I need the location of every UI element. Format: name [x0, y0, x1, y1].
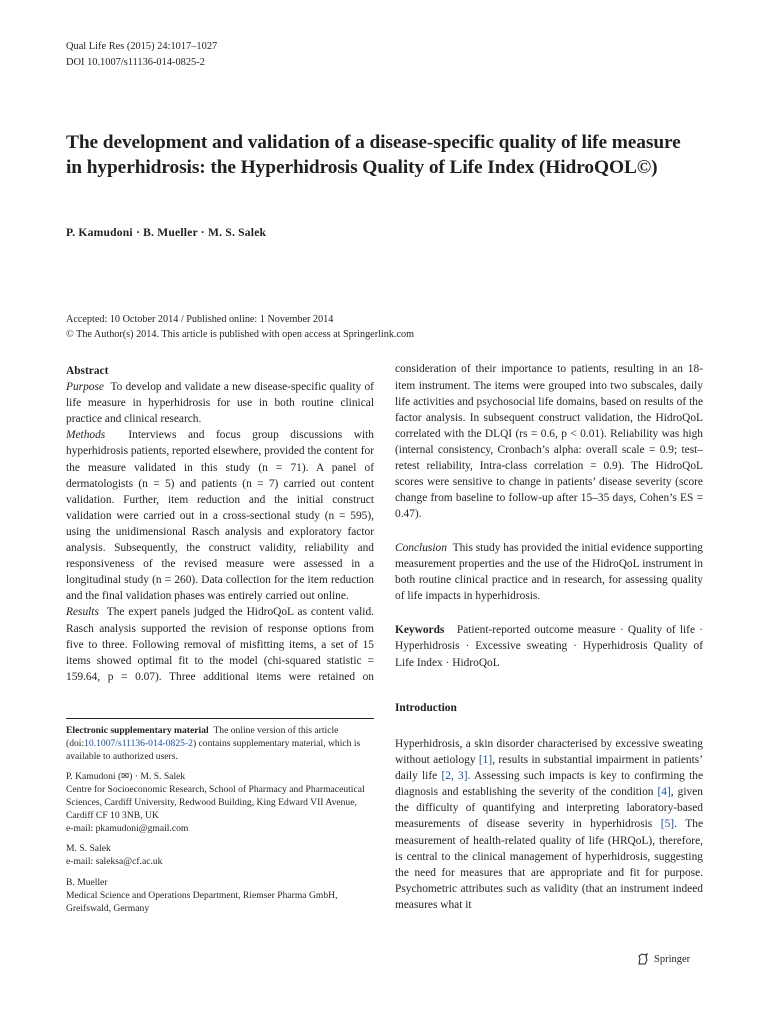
esm-label: Electronic supplementary material: [66, 725, 209, 736]
author-list: P. Kamudoni · B. Mueller · M. S. Salek: [66, 226, 267, 239]
methods-text: Interviews and focus group discussions with hyperhidrosis patients, reported elsewhere, provided the content for the measure validated in this study (n = 71). A panel of dermatologists (n = 5) and patients (n = 7) carried out content validation. Further, item reduction and the initial construct validation were carried out in a cross-sectional study (n = 595), using the unidimensional Rasch analysis and exploratory factor analysis. Subsequently, the construct validity, reliability and responsiveness of the revised measure were assessed in a longitudinal study (n = 260). Data collection for the item reduction and the final validation phases was entirely carried out online.: [66, 429, 375, 603]
article-title: The development and validation of a disease-specific quality of life measure in hyperhidrosis: the Hyperhidrosis Quality of Life Index (HidroQOL©): [66, 132, 681, 178]
abstract-left-column: [66, 363, 374, 686]
ref-link[interactable]: [2, 3]: [441, 770, 468, 783]
results-label: Results: [66, 606, 99, 619]
abstract-conclusion: [395, 540, 703, 604]
keywords: [395, 622, 703, 670]
keywords-label: Keywords: [395, 624, 445, 637]
abstract-methods: [66, 427, 374, 604]
ref-link[interactable]: [4]: [657, 786, 671, 799]
journal-header: [66, 39, 217, 70]
ref-link[interactable]: [1]: [478, 754, 493, 767]
conclusion-text: This study has provided the initial evidence supporting measurement properties and the use of the HidroQoL instrument in both routine clinical practice and in research, for assessing quality of life impacts in hyperhidrosis.: [395, 542, 703, 603]
email-salek[interactable]: e-mail: saleksa@cf.ac.uk: [66, 856, 163, 868]
introduction-heading: Introduction: [395, 702, 457, 714]
footnote-divider: [66, 718, 374, 719]
abstract-heading: Abstract: [66, 365, 109, 377]
introduction-text: Hyperhidrosis, a skin disorder characterised by excessive sweating without aetiology [1], results in substantial impairment in patients’ daily life [2, 3]. Assessing such impacts is key to confirming the diagnosis and establishing the severity of the condition [4], given the difficulty of quantifying and interpreting laboratory-based measurements of disease severity in hyperhidrosis [5]. The measurement of health-related quality of life (HRQoL), therefore, is central to the clinical management of hyperhidrosis, suggesting the need for measures that are appropriate and fit for purpose. Psychometric attributes such as validity (that an instrument indeed measures what it: [395, 738, 703, 911]
keywords-text: Patient-reported outcome measure · Quality of life · Hyperhidrosis · Excessive sweating · Hyperhidrosis Quality of Life Index · HidroQoL: [395, 624, 703, 669]
publisher-name: Springer: [654, 953, 691, 965]
abstract-results-continued: [395, 363, 703, 540]
license-note: © The Author(s) 2014. This article is published with open access at Springerlink.com: [66, 328, 415, 340]
results-overflow: consideration of their importance to patients, resulting in an 18-item instrument. The items were grouped into two subscales, daily life activities and psychosocial life domains, based on results of the factor analysis. In subsequent construct validation, the HidroQoL correlated with the DLQI (rs = 0.6, p < 0.01). Reliability was high (internal consistency, Cronbach’s alpha: overall scale = 0.9; test–retest reliability, Intra-class correlation = 0.9). The HidroQoL scores were sensitive to change in patients’ disease severity (score change from baseline to follow-up after 15–35 days, Cohen’s ES = 0.47).: [395, 363, 703, 521]
springer-horse-icon: [636, 952, 650, 966]
abstract-purpose: [66, 379, 374, 427]
article-meta: [66, 313, 414, 342]
publication-dates: Accepted: 10 October 2014 / Published online: 1 November 2014: [66, 314, 334, 325]
affiliation-2: M. S. Salek e-mail: saleksa@cf.ac.uk: [66, 843, 163, 868]
journal-citation: Qual Life Res (2015) 24:1017–1027: [66, 41, 218, 52]
ref-link[interactable]: [5]: [660, 818, 675, 831]
abstract-results: [66, 604, 374, 686]
abstract-right-column: [395, 363, 703, 671]
footnotes: [66, 725, 374, 923]
purpose-text: To develop and validate a new disease-specific quality of life measure in hyperhidrosis for use in both routine clinical practice and clinical research.: [66, 381, 374, 426]
journal-doi: DOI 10.1007/s11136-014-0825-2: [66, 56, 205, 68]
esm-note: Electronic supplementary material The online version of this article (doi:10.1007/s11136-014-0825-2) contains supplementary material, which is available to authorized users.: [66, 725, 361, 762]
esm-doi-link[interactable]: 10.1007/s11136-014-0825-2: [84, 737, 193, 749]
conclusion-label: Conclusion: [395, 542, 447, 554]
affiliation-1: P. Kamudoni (✉) · M. S. Salek Centre for Socioeconomic Research, School of Pharmacy and Pharmaceutical Sciences, Cardiff University, Redwood Building, King Edward VII Avenue, Cardiff CF 10 3NB, UK e-mail: pkamudoni@gmail.com: [66, 771, 365, 834]
email-kamudoni[interactable]: e-mail: pkamudoni@gmail.com: [66, 822, 189, 834]
affiliation-3: B. Mueller Medical Science and Operations Department, Riemser Pharma GmbH, Greifswald, Germany: [66, 876, 338, 914]
publisher-mark: [636, 952, 690, 966]
methods-label: Methods: [66, 429, 106, 442]
purpose-label: Purpose: [66, 381, 104, 394]
results-text: The expert panels judged the HidroQoL as content valid. Rasch analysis supported the revision of response options from five to three. Following removal of misfitting items, a set of 15 items showed optimal fit to the model (chi-squared statistic = 159.64, p = 0.07). Three additional items were retained on: [66, 606, 374, 683]
